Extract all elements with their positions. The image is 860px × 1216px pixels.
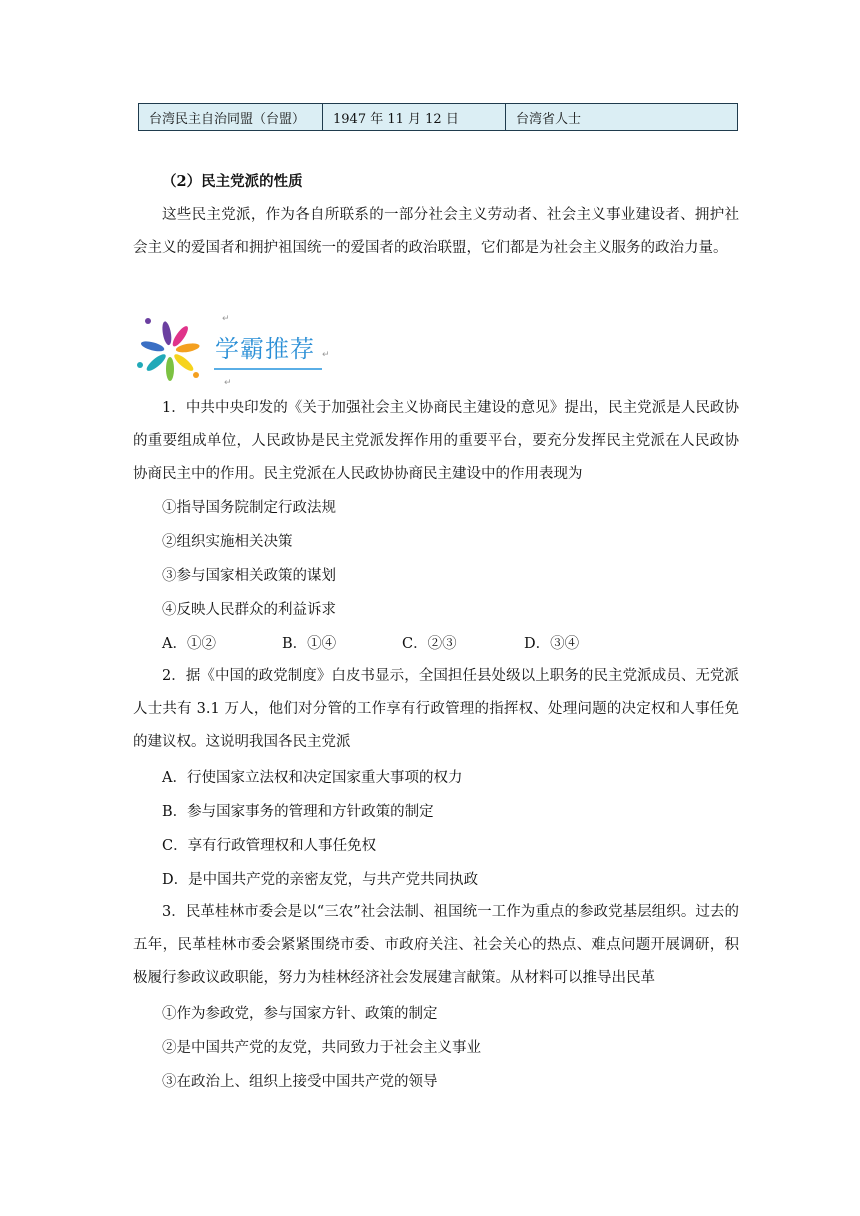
question-3-stem: 3．民革桂林市委会是以“三农”社会法制、祖国统一工作为重点的参政党基层组织。过去的五年，民革桂林市委会紧紧围绕市委、市政府关注、社会关心的热点、难点问题开展调研，积极履行参政议政职能，努力为桂林经济社会发展建言献策。从材料可以推导出民革 bbox=[133, 904, 739, 986]
table-cell-date: 1947 年 11 月 12 日 bbox=[323, 104, 506, 130]
party-table-row bbox=[138, 103, 738, 131]
flower-logo-icon bbox=[130, 313, 210, 385]
choice-d[interactable]: D．是中国共产党的亲密友党，与共产党共同执政 bbox=[162, 872, 479, 888]
paragraph-mark: ↵ bbox=[222, 314, 230, 324]
banner-title: 学霸推荐 bbox=[215, 335, 315, 363]
section-body: 这些民主党派，作为各自所联系的一部分社会主义劳动者、社会主义事业建设者、拥护社会主义的爱国者和拥护祖国统一的爱国者的政治联盟，它们都是为社会主义服务的政治力量。 bbox=[133, 207, 739, 256]
question-3-item: ①作为参政党，参与国家方针、政策的制定 bbox=[162, 1006, 438, 1022]
choice-b[interactable]: B．参与国家事务的管理和方针政策的制定 bbox=[162, 804, 434, 820]
question-1-item: ②组织实施相关决策 bbox=[162, 534, 293, 550]
question-3-item: ②是中国共产党的友党，共同致力于社会主义事业 bbox=[162, 1040, 481, 1056]
question-3-item: ③在政治上、组织上接受中国共产党的领导 bbox=[162, 1074, 438, 1090]
choice-a[interactable]: A．①② bbox=[162, 636, 216, 652]
question-1-item: ③参与国家相关政策的谋划 bbox=[162, 568, 336, 584]
question-1-item: ①指导国务院制定行政法规 bbox=[162, 500, 336, 516]
question-1-choices bbox=[162, 634, 579, 654]
question-2-stem: 2．据《中国的政党制度》白皮书显示，全国担任县处级以上职务的民主党派成员、无党派人士共有 3.1 万人，他们对分管的工作享有行政管理的指挥权、处理问题的决定权和人事任免的建议权。这说明我国各民主党派 bbox=[133, 668, 739, 750]
choice-c[interactable]: C．享有行政管理权和人事任免权 bbox=[162, 838, 377, 854]
banner-underline bbox=[214, 368, 322, 370]
table-cell-party: 台湾民主自治同盟（台盟） bbox=[139, 104, 323, 130]
choice-d[interactable]: D．③④ bbox=[524, 636, 580, 652]
question-1-stem: 1．中共中央印发的《关于加强社会主义协商民主建设的意见》提出，民主党派是人民政协的重要组成单位，人民政协是民主党派发挥作用的重要平台，要充分发挥民主党派在人民政协协商民主中的作用。民主党派在人民政协协商民主建设中的作用表现为 bbox=[133, 400, 739, 482]
section-heading: （2）民主党派的性质 bbox=[162, 173, 303, 190]
paragraph-mark: ↵ bbox=[224, 378, 232, 388]
paragraph-mark: ↵ bbox=[322, 350, 330, 360]
table-cell-members: 台湾省人士 bbox=[516, 111, 582, 127]
choice-c[interactable]: C．②③ bbox=[402, 636, 457, 652]
choice-b[interactable]: B．①④ bbox=[282, 636, 337, 652]
choice-a[interactable]: A．行使国家立法权和决定国家重大事项的权力 bbox=[162, 770, 463, 786]
question-1-item: ④反映人民群众的利益诉求 bbox=[162, 602, 336, 618]
